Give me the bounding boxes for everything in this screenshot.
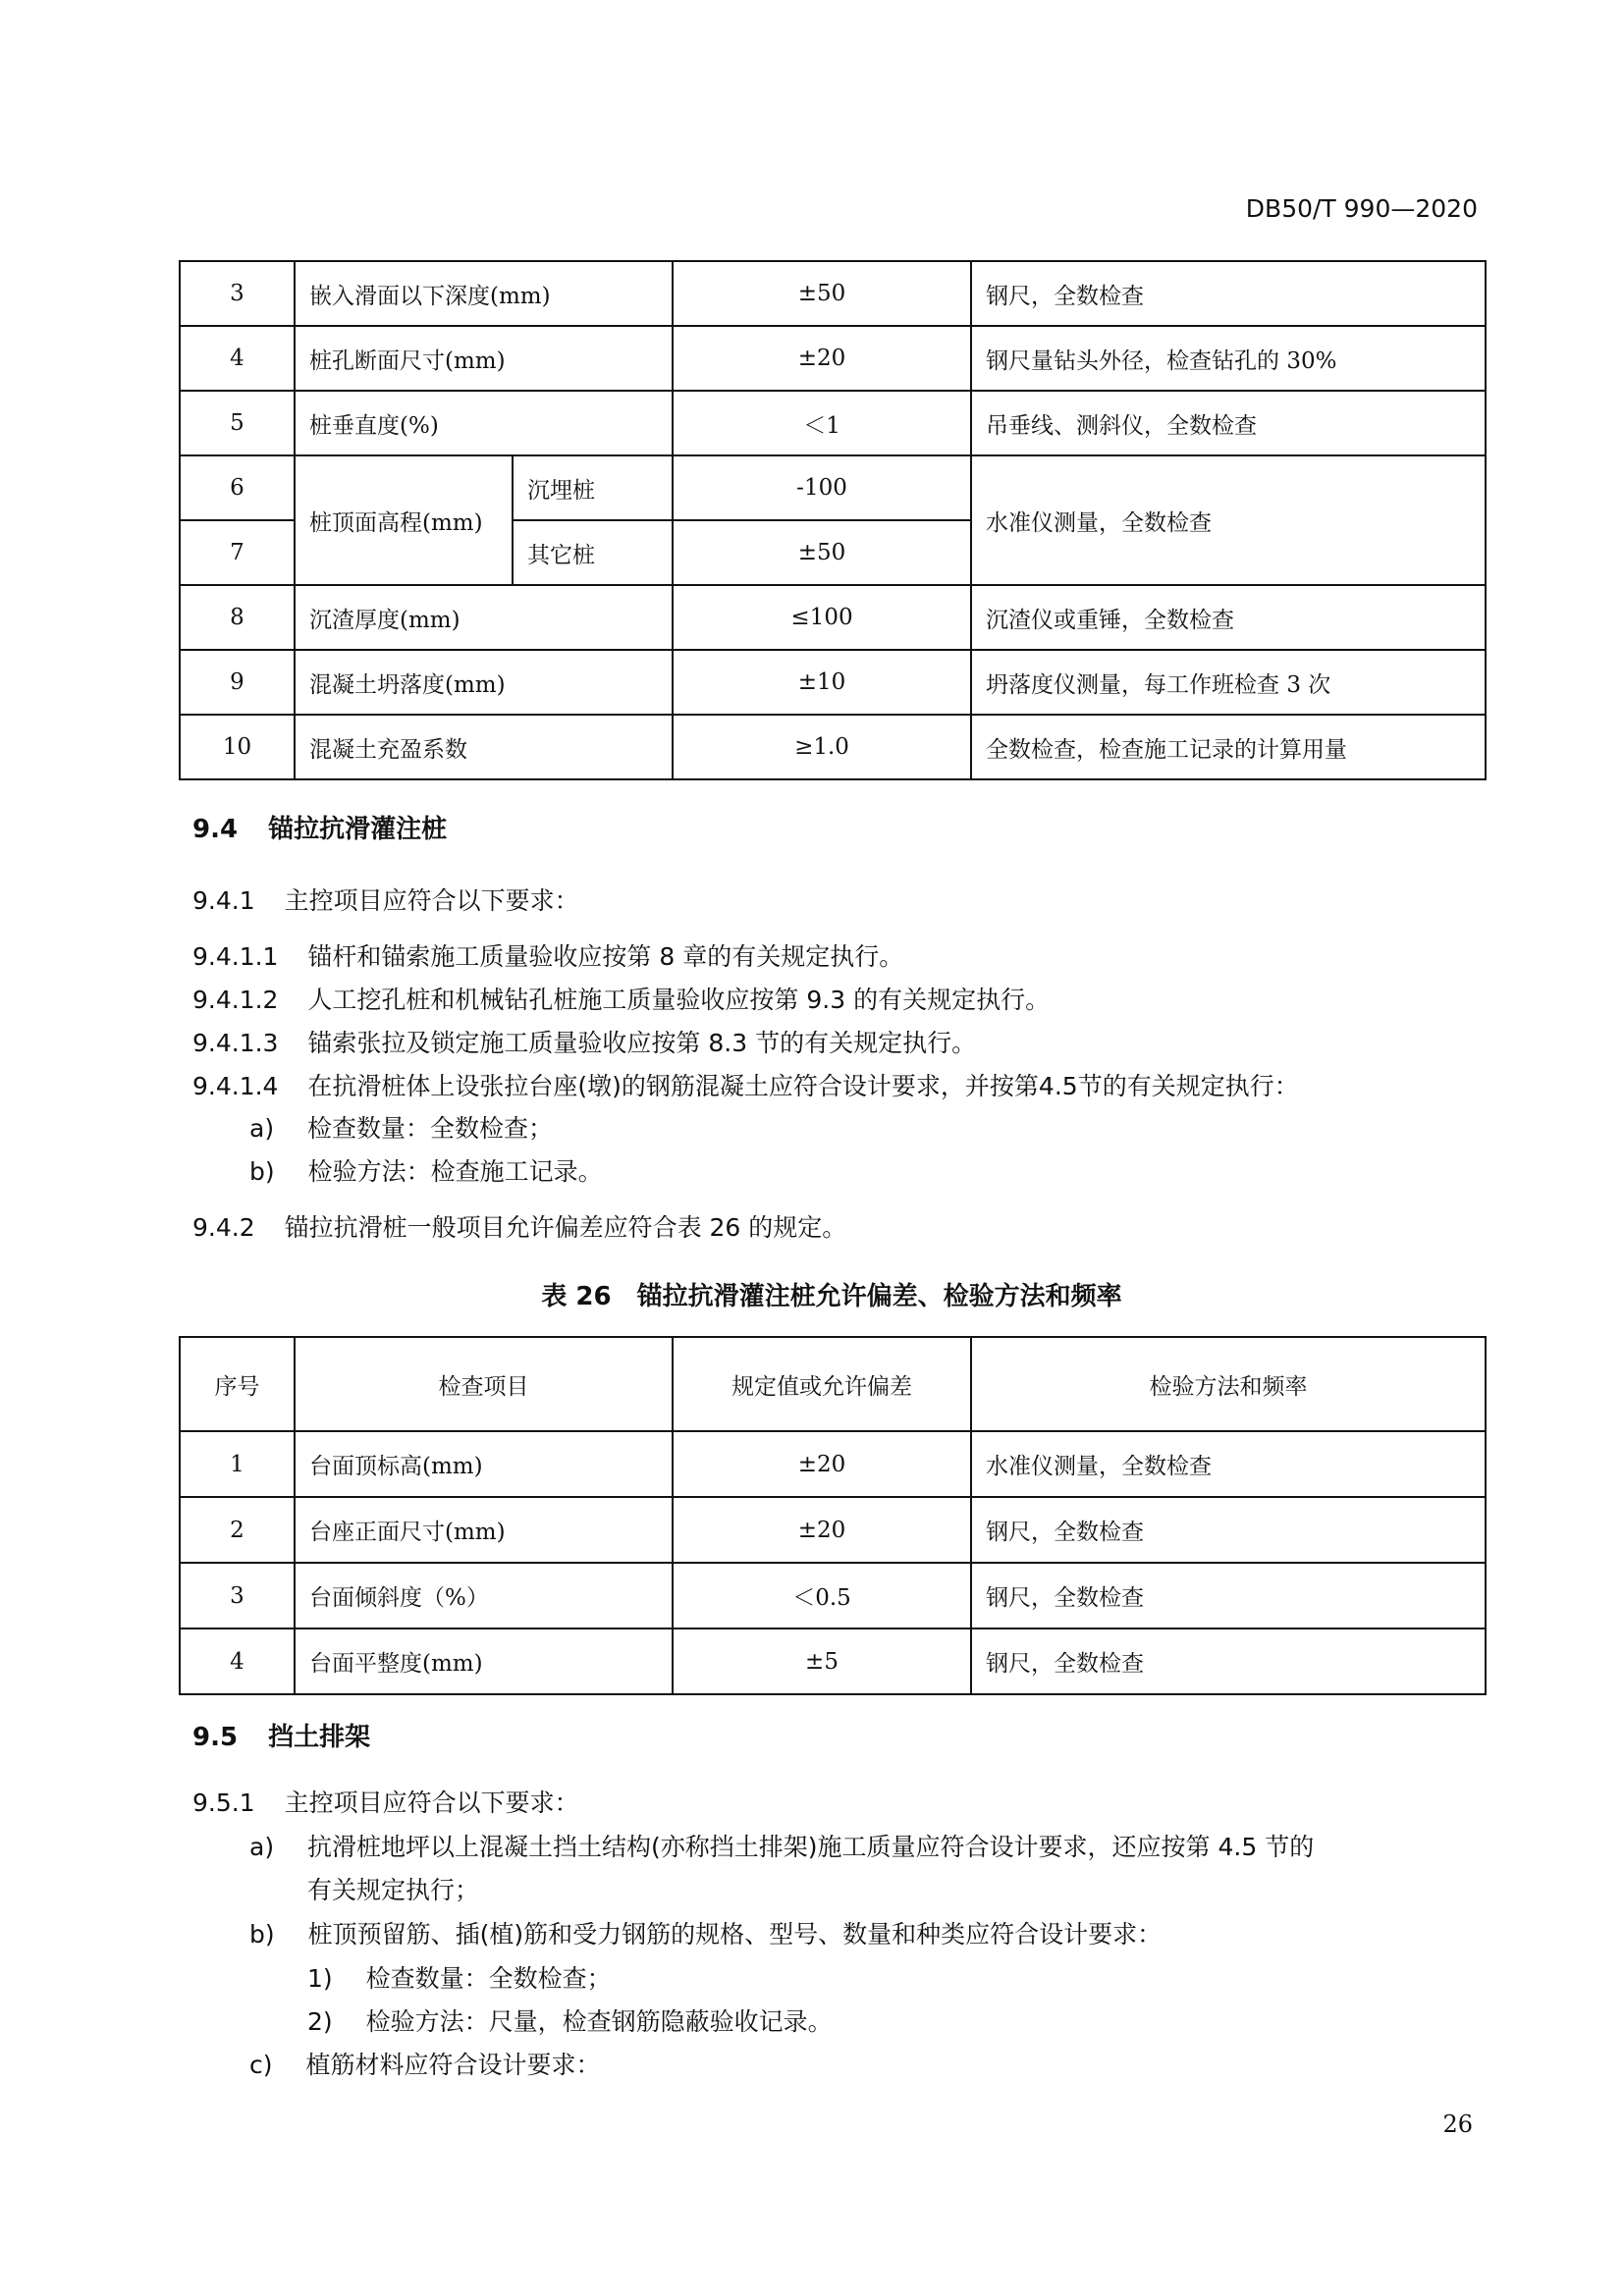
inspection-method: 钢尺，全数检查 <box>971 1497 1486 1563</box>
list-text: 检验方法：检查施工记录。 <box>307 1157 603 1186</box>
row-number: 8 <box>180 585 295 650</box>
table-row <box>180 391 1486 455</box>
list-label: 1) <box>307 1964 333 1993</box>
inspection-method: 全数检查，检查施工记录的计算用量 <box>971 715 1486 779</box>
table-row <box>180 1563 1486 1629</box>
row-number: 6 <box>180 455 295 520</box>
inspection-method: 沉渣仪或重锤，全数检查 <box>971 585 1486 650</box>
table-row <box>180 455 1486 520</box>
clause-number: 9.4.1 <box>192 886 255 915</box>
inspection-method: 水准仪测量，全数检查 <box>971 1431 1486 1497</box>
table-row <box>180 1431 1486 1497</box>
tolerance-value: ±50 <box>673 520 971 585</box>
clause-number: 9.5.1 <box>192 1789 255 1817</box>
section-number: 9.5 <box>192 1723 239 1752</box>
clause-9-5-1 <box>192 1784 579 1819</box>
list-label: b) <box>249 1920 275 1949</box>
list-text: 检查数量：全数检查； <box>307 1114 554 1143</box>
table-row <box>180 715 1486 779</box>
list-label: 2) <box>307 2007 333 2036</box>
inspection-method: 坍落度仪测量，每工作班检查 3 次 <box>971 650 1486 715</box>
list-item-a <box>249 1828 1314 1863</box>
check-item: 台面平整度(mm) <box>295 1629 673 1694</box>
tolerance-value: ＜0.5 <box>673 1563 971 1629</box>
list-text: 植筋材料应符合设计要求： <box>305 2051 601 2079</box>
row-number: 10 <box>180 715 295 779</box>
table-row <box>180 585 1486 650</box>
list-text: 桩顶预留筋、插(植)筋和受力钢筋的规格、型号、数量和种类应符合设计要求： <box>307 1920 1163 1949</box>
page-number: 26 <box>1442 2110 1473 2138</box>
section-title: 锚拉抗滑灌注桩 <box>268 815 448 844</box>
row-number: 1 <box>180 1431 295 1497</box>
row-number: 3 <box>180 261 295 326</box>
clause-9-4-1 <box>192 881 579 917</box>
clause-9-4-1-4 <box>192 1067 1299 1102</box>
check-item: 混凝土坍落度(mm) <box>295 650 673 715</box>
section-title: 挡土排架 <box>268 1723 371 1752</box>
table-caption: 表 26 锚拉抗滑灌注桩允许偏差、检验方法和频率 <box>541 1282 1122 1311</box>
tolerance-value: ＜1 <box>673 391 971 455</box>
check-item: 沉渣厚度(mm) <box>295 585 673 650</box>
list-label: c) <box>249 2051 273 2079</box>
clause-number: 9.4.1.4 <box>192 1072 279 1100</box>
tolerance-value: ±20 <box>673 1431 971 1497</box>
table-row <box>180 326 1486 391</box>
section-heading-9-4 <box>192 809 447 845</box>
clause-number: 9.4.1.3 <box>192 1029 279 1057</box>
list-label: a) <box>249 1114 275 1143</box>
check-item: 混凝土充盈系数 <box>295 715 673 779</box>
list-text-continuation: 有关规定执行； <box>307 1876 480 1904</box>
header-item: 检查项目 <box>295 1337 673 1431</box>
tolerance-value: ±20 <box>673 1497 971 1563</box>
tolerance-value: ±5 <box>673 1629 971 1694</box>
check-item: 嵌入滑面以下深度(mm) <box>295 261 673 326</box>
inspection-method: 钢尺，全数检查 <box>971 261 1486 326</box>
clause-9-4-1-2 <box>192 981 1050 1016</box>
check-item: 桩顶面高程(mm) <box>295 455 513 585</box>
list-item-b <box>249 1152 603 1188</box>
list-text: 检查数量：全数检查； <box>365 1964 612 1993</box>
check-item: 桩垂直度(%) <box>295 391 673 455</box>
list-item-c <box>249 2046 600 2081</box>
clause-text: 人工挖孔桩和机械钻孔桩施工质量验收应按第 9.3 的有关规定执行。 <box>307 986 1051 1014</box>
check-item: 台面顶标高(mm) <box>295 1431 673 1497</box>
inspection-method: 水准仪测量，全数检查 <box>971 455 1486 585</box>
header-no: 序号 <box>180 1337 295 1431</box>
table-row <box>180 1497 1486 1563</box>
clause-number: 9.4.2 <box>192 1213 255 1242</box>
clause-number: 9.4.1.1 <box>192 942 279 971</box>
table-row <box>180 261 1486 326</box>
tolerance-value: ±20 <box>673 326 971 391</box>
check-item: 台面倾斜度（%） <box>295 1563 673 1629</box>
row-number: 2 <box>180 1497 295 1563</box>
clause-text: 锚拉抗滑桩一般项目允许偏差应符合表 26 的规定。 <box>284 1213 847 1242</box>
clause-9-4-1-1 <box>192 937 903 973</box>
tolerance-value: ≥1.0 <box>673 715 971 779</box>
tolerance-value: -100 <box>673 455 971 520</box>
check-item: 桩孔断面尺寸(mm) <box>295 326 673 391</box>
inspection-method: 吊垂线、测斜仪，全数检查 <box>971 391 1486 455</box>
row-number: 9 <box>180 650 295 715</box>
list-item-b2 <box>307 2002 833 2038</box>
section-number: 9.4 <box>192 815 239 844</box>
list-item-b1 <box>307 1959 612 1995</box>
inspection-method: 钢尺量钻头外径，检查钻孔的 30% <box>971 326 1486 391</box>
row-number: 4 <box>180 326 295 391</box>
clause-9-4-2 <box>192 1208 846 1244</box>
check-subitem: 沉埋桩 <box>513 455 673 520</box>
list-label: a) <box>249 1833 275 1861</box>
standard-code: DB50/T 990—2020 <box>1245 194 1478 223</box>
list-label: b) <box>249 1157 275 1186</box>
clause-text: 主控项目应符合以下要求： <box>284 886 579 915</box>
list-text: 抗滑桩地坪以上混凝土挡土结构(亦称挡土排架)施工质量应符合设计要求，还应按第 4.5 节的 <box>307 1833 1315 1861</box>
table-row <box>180 1629 1486 1694</box>
table-26 <box>179 1336 1487 1695</box>
clause-9-4-1-3 <box>192 1024 976 1059</box>
clause-text: 锚索张拉及锁定施工质量验收应按第 8.3 节的有关规定执行。 <box>307 1029 977 1057</box>
list-item-b <box>249 1915 1162 1950</box>
tolerance-value: ±50 <box>673 261 971 326</box>
table-header-row <box>180 1337 1486 1431</box>
check-item: 台座正面尺寸(mm) <box>295 1497 673 1563</box>
clause-text: 在抗滑桩体上设张拉台座(墩)的钢筋混凝土应符合设计要求，并按第4.5节的有关规定执行： <box>307 1072 1299 1100</box>
inspection-method: 钢尺，全数检查 <box>971 1563 1486 1629</box>
row-number: 4 <box>180 1629 295 1694</box>
clause-text: 锚杆和锚索施工质量验收应按第 8 章的有关规定执行。 <box>307 942 904 971</box>
list-text: 检验方法：尺量，检查钢筋隐蔽验收记录。 <box>365 2007 833 2036</box>
header-method: 检验方法和频率 <box>971 1337 1486 1431</box>
inspection-method: 钢尺，全数检查 <box>971 1629 1486 1694</box>
tolerance-value: ≤100 <box>673 585 971 650</box>
section-heading-9-5 <box>192 1717 370 1753</box>
row-number: 7 <box>180 520 295 585</box>
header-tolerance: 规定值或允许偏差 <box>673 1337 971 1431</box>
list-item-a <box>249 1109 553 1145</box>
clause-text: 主控项目应符合以下要求： <box>284 1789 579 1817</box>
clause-number: 9.4.1.2 <box>192 986 279 1014</box>
tolerance-value: ±10 <box>673 650 971 715</box>
tolerance-table-continued <box>179 260 1487 780</box>
row-number: 3 <box>180 1563 295 1629</box>
table-row <box>180 650 1486 715</box>
row-number: 5 <box>180 391 295 455</box>
check-subitem: 其它桩 <box>513 520 673 585</box>
